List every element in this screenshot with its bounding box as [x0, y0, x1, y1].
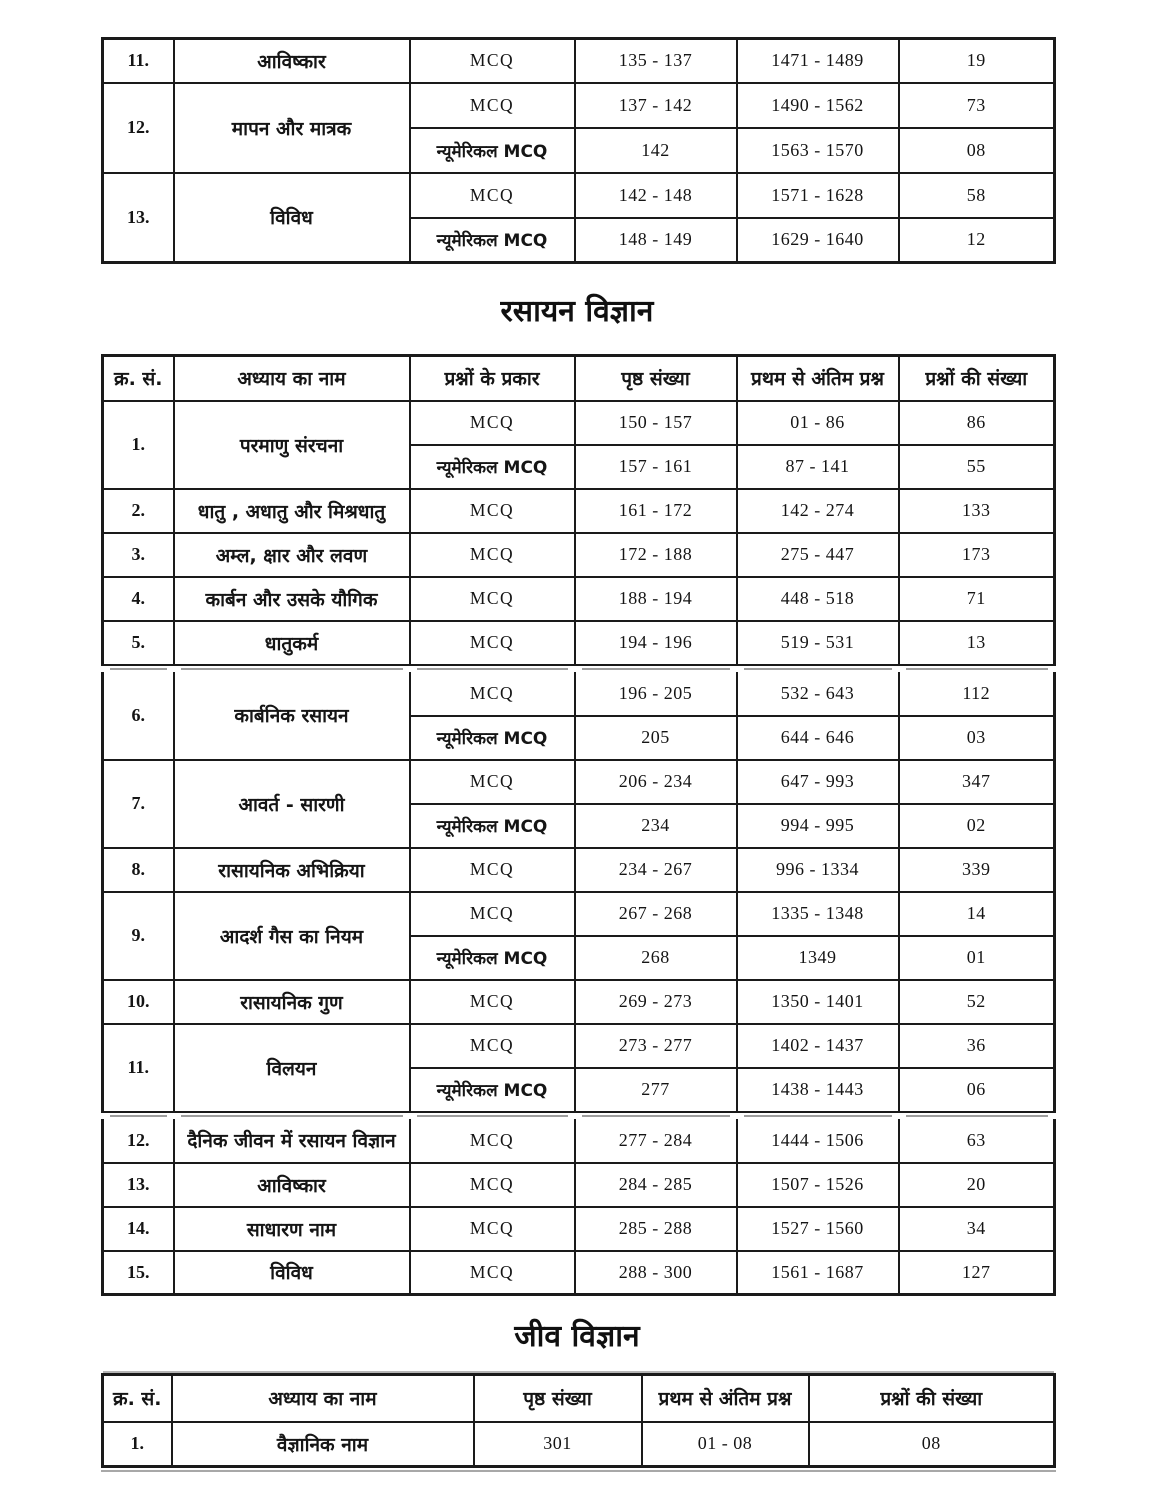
chapter-cell: विलयन	[174, 1024, 410, 1112]
count-cell: 71	[899, 577, 1055, 621]
pages-cell: 157 - 161	[575, 445, 737, 489]
count-cell: 03	[899, 716, 1055, 760]
pages-cell: 137 - 142	[575, 83, 737, 128]
range-cell: 01 - 08	[642, 1422, 809, 1467]
count-cell: 86	[899, 401, 1055, 445]
count-cell: 01	[899, 936, 1055, 980]
count-cell: 63	[899, 1119, 1055, 1163]
type-cell: न्यूमेरिकल MCQ	[410, 1068, 575, 1112]
count-cell: 12	[899, 218, 1055, 263]
serial-cell: 11.	[103, 39, 174, 83]
section-heading-biology: जीव विज्ञान	[514, 1319, 640, 1354]
pages-cell: 234 - 267	[575, 848, 737, 892]
table-row	[103, 401, 1055, 445]
serial-cell: 13.	[103, 173, 174, 263]
range-cell: 1629 - 1640	[737, 218, 899, 263]
col-header-serial: क्र. सं.	[103, 1375, 172, 1422]
pages-cell: 205	[575, 716, 737, 760]
type-cell: न्यूमेरिकल MCQ	[410, 218, 575, 263]
pages-cell: 135 - 137	[575, 39, 737, 83]
type-cell: MCQ	[410, 401, 575, 445]
serial-cell: 2.	[103, 489, 174, 533]
table-row	[103, 83, 1055, 128]
col-header-pages: पृष्ठ संख्या	[575, 356, 737, 401]
page-break-artifact	[103, 665, 1055, 672]
count-cell: 02	[899, 804, 1055, 848]
range-cell: 1571 - 1628	[737, 173, 899, 218]
range-cell: 87 - 141	[737, 445, 899, 489]
table-row	[103, 672, 1055, 716]
range-cell: 448 - 518	[737, 577, 899, 621]
pages-cell: 284 - 285	[575, 1163, 737, 1207]
count-cell: 14	[899, 892, 1055, 936]
serial-cell: 4.	[103, 577, 174, 621]
pages-cell: 277 - 284	[575, 1119, 737, 1163]
table-row	[103, 848, 1055, 892]
type-cell: MCQ	[410, 489, 575, 533]
section-heading-chemistry: रसायन विज्ञान	[500, 293, 654, 329]
range-cell: 1561 - 1687	[737, 1251, 899, 1295]
chapter-cell: विविध	[174, 1251, 410, 1295]
chapter-cell: रासायनिक गुण	[174, 980, 410, 1024]
chapter-cell: विविध	[174, 173, 410, 263]
type-cell: MCQ	[410, 173, 575, 218]
count-cell: 52	[899, 980, 1055, 1024]
pages-cell: 194 - 196	[575, 621, 737, 665]
count-cell: 133	[899, 489, 1055, 533]
type-cell: MCQ	[410, 39, 575, 83]
pages-cell: 234	[575, 804, 737, 848]
type-cell: न्यूमेरिकल MCQ	[410, 445, 575, 489]
range-cell: 644 - 646	[737, 716, 899, 760]
serial-cell: 8.	[103, 848, 174, 892]
count-cell: 339	[899, 848, 1055, 892]
count-cell: 58	[899, 173, 1055, 218]
count-cell: 173	[899, 533, 1055, 577]
type-cell: MCQ	[410, 760, 575, 804]
range-cell: 275 - 447	[737, 533, 899, 577]
col-header-count: प्रश्नों की संख्या	[899, 356, 1055, 401]
table-row	[103, 1207, 1055, 1251]
table-row	[103, 1119, 1055, 1163]
table-row	[103, 577, 1055, 621]
count-cell: 34	[899, 1207, 1055, 1251]
biology-index-table	[101, 1373, 1056, 1468]
chapter-cell: रासायनिक अभिक्रिया	[174, 848, 410, 892]
pages-cell: 301	[474, 1422, 642, 1467]
range-cell: 1349	[737, 936, 899, 980]
pages-cell: 148 - 149	[575, 218, 737, 263]
pages-cell: 196 - 205	[575, 672, 737, 716]
table-row	[103, 1024, 1055, 1068]
chemistry-index-table	[101, 354, 1056, 1296]
pages-cell: 273 - 277	[575, 1024, 737, 1068]
table-row	[103, 173, 1055, 218]
col-header-chapter: अध्याय का नाम	[174, 356, 410, 401]
chapter-cell: आविष्कार	[174, 39, 410, 83]
chapter-cell: वैज्ञानिक नाम	[172, 1422, 474, 1467]
chapter-cell: अम्ल, क्षार और लवण	[174, 533, 410, 577]
pages-cell: 142 - 148	[575, 173, 737, 218]
col-header-range: प्रथम से अंतिम प्रश्न	[737, 356, 899, 401]
table-row	[103, 39, 1055, 83]
range-cell: 1350 - 1401	[737, 980, 899, 1024]
pages-cell: 269 - 273	[575, 980, 737, 1024]
type-cell: MCQ	[410, 848, 575, 892]
serial-cell: 15.	[103, 1251, 174, 1295]
count-cell: 55	[899, 445, 1055, 489]
pages-cell: 288 - 300	[575, 1251, 737, 1295]
count-cell: 08	[809, 1422, 1055, 1467]
type-cell: MCQ	[410, 1251, 575, 1295]
table-row	[103, 1163, 1055, 1207]
count-cell: 112	[899, 672, 1055, 716]
serial-cell: 12.	[103, 83, 174, 173]
range-cell: 142 - 274	[737, 489, 899, 533]
serial-cell: 6.	[103, 672, 174, 760]
col-header-type: प्रश्नों के प्रकार	[410, 356, 575, 401]
type-cell: MCQ	[410, 533, 575, 577]
chapter-cell: मापन और मात्रक	[174, 83, 410, 173]
type-cell: न्यूमेरिकल MCQ	[410, 128, 575, 173]
chapter-cell: धातु , अधातु और मिश्रधातु	[174, 489, 410, 533]
col-header-chapter: अध्याय का नाम	[172, 1375, 474, 1422]
table-row	[103, 621, 1055, 665]
pages-cell: 268	[575, 936, 737, 980]
page-content	[101, 0, 1053, 1468]
serial-cell: 7.	[103, 760, 174, 848]
count-cell: 73	[899, 83, 1055, 128]
range-cell: 1438 - 1443	[737, 1068, 899, 1112]
pages-cell: 142	[575, 128, 737, 173]
table-header-row	[103, 1375, 1055, 1422]
col-header-pages: पृष्ठ संख्या	[474, 1375, 642, 1422]
pages-cell: 206 - 234	[575, 760, 737, 804]
serial-cell: 11.	[103, 1024, 174, 1112]
section-heading-block	[101, 1296, 1053, 1373]
type-cell: MCQ	[410, 1207, 575, 1251]
type-cell: न्यूमेरिकल MCQ	[410, 716, 575, 760]
chapter-cell: कार्बन और उसके यौगिक	[174, 577, 410, 621]
pages-cell: 285 - 288	[575, 1207, 737, 1251]
serial-cell: 3.	[103, 533, 174, 577]
chapter-cell: कार्बनिक रसायन	[174, 672, 410, 760]
count-cell: 13	[899, 621, 1055, 665]
serial-cell: 1.	[103, 401, 174, 489]
type-cell: MCQ	[410, 1119, 575, 1163]
range-cell: 1490 - 1562	[737, 83, 899, 128]
col-header-range: प्रथम से अंतिम प्रश्न	[642, 1375, 809, 1422]
range-cell: 1471 - 1489	[737, 39, 899, 83]
range-cell: 1335 - 1348	[737, 892, 899, 936]
table-row	[103, 980, 1055, 1024]
table-header-row	[103, 356, 1055, 401]
serial-cell: 12.	[103, 1119, 174, 1163]
chapter-cell: साधारण नाम	[174, 1207, 410, 1251]
count-cell: 06	[899, 1068, 1055, 1112]
table-row	[103, 533, 1055, 577]
type-cell: MCQ	[410, 1163, 575, 1207]
count-cell: 19	[899, 39, 1055, 83]
pages-cell: 150 - 157	[575, 401, 737, 445]
section-heading-block	[101, 264, 1053, 354]
chapter-cell: आदर्श गैस का नियम	[174, 892, 410, 980]
chapter-cell: परमाणु संरचना	[174, 401, 410, 489]
chapter-cell: आवर्त - सारणी	[174, 760, 410, 848]
table-row	[103, 892, 1055, 936]
serial-cell: 10.	[103, 980, 174, 1024]
range-cell: 01 - 86	[737, 401, 899, 445]
serial-cell: 13.	[103, 1163, 174, 1207]
pages-cell: 172 - 188	[575, 533, 737, 577]
chapter-cell: दैनिक जीवन में रसायन विज्ञान	[174, 1119, 410, 1163]
serial-cell: 14.	[103, 1207, 174, 1251]
pages-cell: 188 - 194	[575, 577, 737, 621]
col-header-count: प्रश्नों की संख्या	[809, 1375, 1055, 1422]
range-cell: 1563 - 1570	[737, 128, 899, 173]
type-cell: न्यूमेरिकल MCQ	[410, 804, 575, 848]
table-row	[103, 1251, 1055, 1295]
chapter-cell: आविष्कार	[174, 1163, 410, 1207]
type-cell: MCQ	[410, 577, 575, 621]
page-break-artifact	[103, 1112, 1055, 1119]
range-cell: 1402 - 1437	[737, 1024, 899, 1068]
range-cell: 647 - 993	[737, 760, 899, 804]
range-cell: 1444 - 1506	[737, 1119, 899, 1163]
count-cell: 127	[899, 1251, 1055, 1295]
range-cell: 996 - 1334	[737, 848, 899, 892]
pages-cell: 161 - 172	[575, 489, 737, 533]
serial-cell: 9.	[103, 892, 174, 980]
range-cell: 994 - 995	[737, 804, 899, 848]
table-row	[103, 489, 1055, 533]
table-row	[103, 1422, 1055, 1467]
pages-cell: 267 - 268	[575, 892, 737, 936]
count-cell: 347	[899, 760, 1055, 804]
pages-cell: 277	[575, 1068, 737, 1112]
type-cell: न्यूमेरिकल MCQ	[410, 936, 575, 980]
table-row	[103, 760, 1055, 804]
type-cell: MCQ	[410, 980, 575, 1024]
type-cell: MCQ	[410, 892, 575, 936]
serial-cell: 1.	[103, 1422, 172, 1467]
count-cell: 20	[899, 1163, 1055, 1207]
type-cell: MCQ	[410, 621, 575, 665]
count-cell: 36	[899, 1024, 1055, 1068]
type-cell: MCQ	[410, 1024, 575, 1068]
count-cell: 08	[899, 128, 1055, 173]
type-cell: MCQ	[410, 83, 575, 128]
physics-index-table	[101, 37, 1056, 264]
range-cell: 1507 - 1526	[737, 1163, 899, 1207]
range-cell: 519 - 531	[737, 621, 899, 665]
chapter-cell: धातुकर्म	[174, 621, 410, 665]
col-header-serial: क्र. सं.	[103, 356, 174, 401]
type-cell: MCQ	[410, 672, 575, 716]
range-cell: 532 - 643	[737, 672, 899, 716]
serial-cell: 5.	[103, 621, 174, 665]
range-cell: 1527 - 1560	[737, 1207, 899, 1251]
